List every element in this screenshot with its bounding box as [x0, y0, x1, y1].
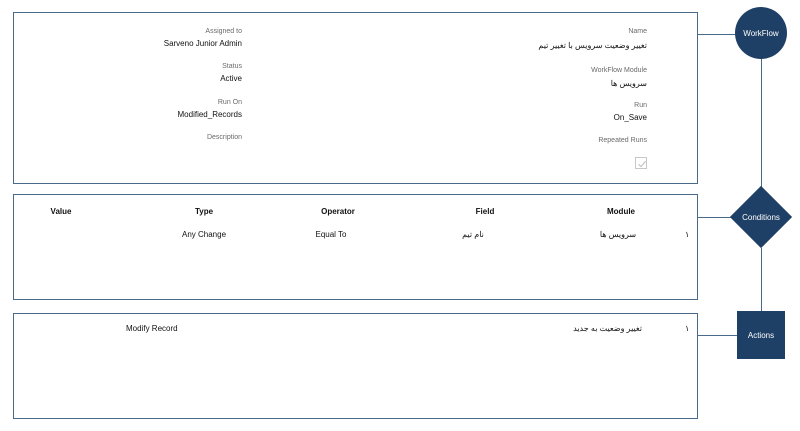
action-type: Modify Record [126, 324, 178, 333]
actions-panel [13, 313, 698, 419]
run-label: Run [634, 102, 647, 109]
status-value: Active [220, 74, 242, 83]
col-header-field: Field [475, 207, 495, 216]
workflow-module-label: WorkFlow Module [591, 67, 647, 74]
checkmark-icon [637, 159, 647, 169]
name-label: Name [628, 28, 647, 35]
connector-workflow [698, 34, 736, 35]
condition-type: Any Change [181, 230, 227, 239]
col-header-module: Module [607, 207, 635, 216]
workflow-panel [13, 12, 698, 184]
conditions-node-label: Conditions [742, 212, 780, 222]
run-on-value: Modified_Records [177, 110, 242, 119]
col-header-operator: Operator [321, 207, 355, 216]
assigned-to-value: Sarveno Junior Admin [163, 39, 242, 48]
run-value: On_Save [613, 113, 647, 122]
condition-field: نام تیم [462, 230, 484, 239]
connector-vertical-top [761, 59, 762, 187]
repeated-runs-label: Repeated Runs [598, 137, 647, 144]
action-name: تغییر وضعیت به جدید [573, 324, 642, 333]
condition-operator: Equal To [315, 230, 347, 239]
workflow-module-value: سرویس ها [610, 79, 647, 88]
name-value: تغییر وضعیت سرویس با تغییر تیم [538, 41, 647, 50]
connector-vertical-bottom [761, 248, 762, 311]
col-header-value: Value [50, 207, 72, 216]
col-header-type: Type [194, 207, 214, 216]
repeated-runs-checkbox[interactable] [635, 157, 647, 169]
condition-module: سرویس ها [599, 230, 637, 239]
connector-conditions [698, 217, 731, 218]
run-on-label: Run On [217, 99, 242, 106]
action-index: ۱ [685, 324, 690, 333]
actions-node[interactable] [737, 311, 785, 359]
status-label: Status [222, 63, 242, 70]
description-label: Description [206, 134, 242, 141]
workflow-node-label: WorkFlow [743, 28, 779, 38]
workflow-node[interactable] [735, 7, 787, 59]
condition-index: ۱ [685, 230, 690, 239]
actions-node-label: Actions [747, 330, 775, 340]
conditions-node[interactable] [730, 186, 792, 248]
conditions-panel [13, 194, 698, 300]
assigned-to-label: Assigned to [205, 28, 242, 35]
connector-actions [698, 335, 737, 336]
